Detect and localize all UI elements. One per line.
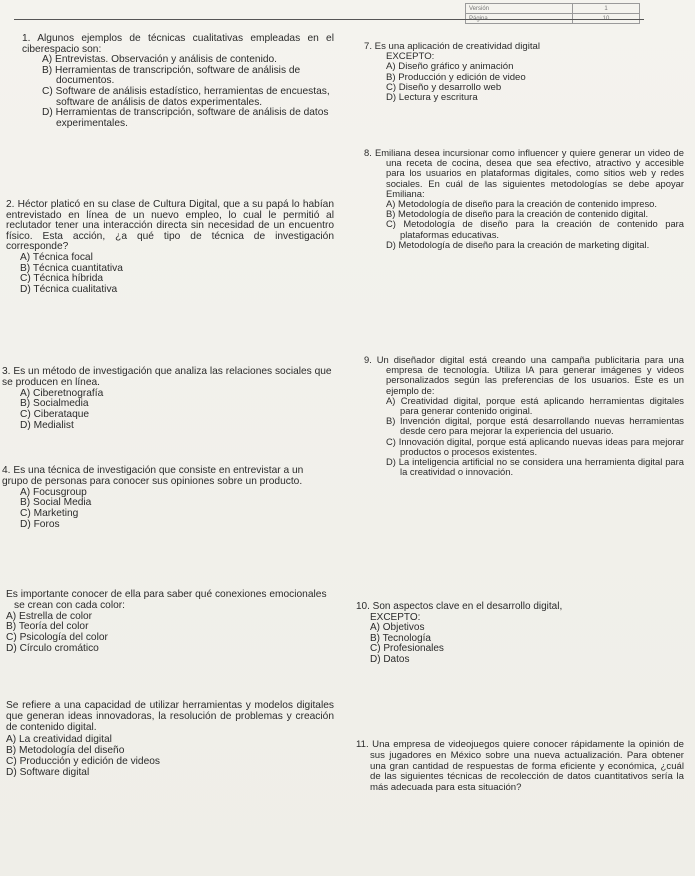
question-10-option-b: B) Tecnología	[370, 632, 431, 644]
question-4	[2, 466, 332, 531]
question-2-stem: 2. Héctor platicó en su clase de Cultura Digital, que a su papá lo habían entrevistado en línea de un nuevo empleo, lo cual le permitió al reclutador tener una interacción directa sin necesidad de un encuentro físico. Esta acción, ¿a qué tipo de técnica de investigación corresponde?	[6, 199, 334, 253]
header-version-value: 1	[573, 4, 640, 14]
question-7-stem: 7. Es una aplicación de creatividad digital	[364, 41, 540, 52]
question-2-option-a: A) Técnica focal	[20, 251, 93, 263]
question-7-option-a: A) Diseño gráfico y animación	[386, 61, 514, 73]
question-3-option-d: D) Medialist	[20, 419, 74, 431]
question-9-option-a: A) Creatividad digital, porque está aplicando herramientas digitales para generar contenido original.	[386, 394, 684, 417]
question-1-option-b: B) Herramientas de transcripción, software de análisis de documentos.	[42, 64, 301, 87]
question-5	[6, 590, 332, 655]
question-7	[364, 42, 684, 103]
question-4-option-c: C) Marketing	[20, 508, 79, 520]
question-9-stem: 9. Un diseñador digital está creando una campaña publicitaria para una empresa de tecnología. Utiliza IA para generar imágenes y videos personalizados según las preferencias de los usuarios. Este es un ejemplo de:	[364, 354, 684, 396]
question-3-option-b: B) Socialmedia	[20, 398, 89, 410]
question-7-except: EXCEPTO:	[386, 51, 435, 63]
question-6-option-a: A) La creatividad digital	[6, 733, 112, 745]
question-3-option-a: A) Ciberetnografía	[20, 387, 104, 399]
question-8-option-b: B) Metodología de diseño para la creación de contenido digital.	[386, 208, 649, 220]
header-divider	[14, 19, 644, 20]
question-6	[6, 700, 334, 778]
question-1-stem: 1. Algunos ejemplos de técnicas cualitativas empleadas en el ciberespacio son:	[22, 33, 334, 55]
question-6-option-d: D) Software digital	[6, 767, 90, 779]
question-11-stem: 11. Una empresa de videojuegos quiere conocer rápidamente la opinión de sus jugadores en México sobre una nueva actualización. Para obtener una gran cantidad de respuestas de forma eficiente y económica, ¿cuál de las siguientes técnicas de recolección de datos cuantitativos sería la más adecuada para esta situación?	[356, 739, 684, 794]
question-1-option-c: C) Software de análisis estadístico, herramientas de encuestas, software de análisis de datos experimentales.	[42, 85, 330, 108]
question-2-option-c: C) Técnica híbrida	[20, 273, 104, 285]
question-7-option-c: C) Diseño y desarrollo web	[386, 81, 502, 93]
question-7-option-b: B) Producción y edición de video	[386, 71, 526, 83]
question-9-option-b: B) Invención digital, porque está desarrollando nuevas herramientas desde cero para mejorar la experiencia del usuario.	[386, 415, 684, 437]
question-4-option-d: D) Foros	[20, 518, 60, 530]
question-9-option-d: D) La inteligencia artificial no se considera una herramienta digital para la creatividad o innovación.	[386, 456, 684, 478]
question-5-stem: Es importante conocer de ella para saber qué conexiones emocionales se crean con cada color:	[6, 589, 327, 611]
question-8-option-a: A) Metodología de diseño para la creación de contenido impreso.	[386, 198, 658, 210]
question-7-option-d: D) Lectura y escritura	[386, 92, 478, 104]
question-5-option-d: D) Círculo cromático	[6, 642, 99, 654]
question-9	[364, 355, 684, 477]
question-3	[2, 367, 332, 432]
question-8	[364, 148, 684, 250]
question-1	[14, 34, 334, 129]
question-3-stem: 3. Es un método de investigación que analiza las relaciones sociales que se producen en línea.	[2, 366, 332, 388]
question-8-option-c: C) Metodología de diseño para la creación de contenido para plataformas educativas.	[386, 218, 684, 240]
question-4-option-b: B) Social Media	[20, 497, 92, 509]
question-10-except: EXCEPTO:	[370, 611, 421, 623]
question-6-stem: Se refiere a una capacidad de utilizar herramientas y modelos digitales que generan ideas innovadoras, la resolución de problemas y creación de contenido digital.	[6, 700, 334, 734]
question-9-option-c: C) Innovación digital, porque está aplicando nuevas ideas para mejorar productos o procesos existentes.	[386, 435, 684, 457]
question-5-option-a: A) Estrella de color	[6, 610, 93, 622]
question-5-option-c: C) Psicología del color	[6, 632, 108, 644]
question-8-stem: 8. Emiliana desea incursionar como influencer y quiere generar un video de una receta de cocina, desea que sea efectivo, atractivo y accesible para los usuarios en plataformas digitales, como sitios web y redes sociales. En cuál de las siguientes metodologías se debe apoyar Emiliana:	[364, 147, 684, 199]
question-5-option-b: B) Teoría del color	[6, 621, 89, 633]
document-header-table	[465, 3, 640, 24]
question-2	[6, 200, 334, 295]
question-4-stem: 4. Es una técnica de investigación que consiste en entrevistar a un grupo de personas para conocer sus opiniones sobre un producto.	[2, 465, 304, 487]
question-10-option-c: C) Profesionales	[370, 643, 444, 655]
question-2-option-b: B) Técnica cuantitativa	[20, 262, 123, 274]
question-10-option-a: A) Objetivos	[370, 622, 425, 634]
header-version-label: Versión	[466, 4, 573, 14]
question-1-option-d: D) Herramientas de transcripción, software de análisis de datos experimentales.	[42, 107, 329, 129]
question-6-option-b: B) Metodología del diseño	[6, 744, 125, 756]
question-8-option-d: D) Metodología de diseño para la creación de marketing digital.	[386, 238, 650, 250]
question-11	[356, 740, 684, 794]
question-1-option-a: A) Entrevistas. Observación y análisis de contenido.	[42, 54, 277, 66]
question-4-option-a: A) Focusgroup	[20, 486, 87, 498]
question-2-option-d: D) Técnica cualitativa	[20, 283, 118, 295]
question-10-stem: 10. Son aspectos clave en el desarrollo digital,	[356, 601, 563, 612]
question-3-option-c: C) Ciberataque	[20, 409, 90, 421]
question-10-option-d: D) Datos	[370, 653, 410, 665]
question-10	[356, 602, 684, 666]
question-6-option-c: C) Producción y edición de videos	[6, 756, 161, 768]
